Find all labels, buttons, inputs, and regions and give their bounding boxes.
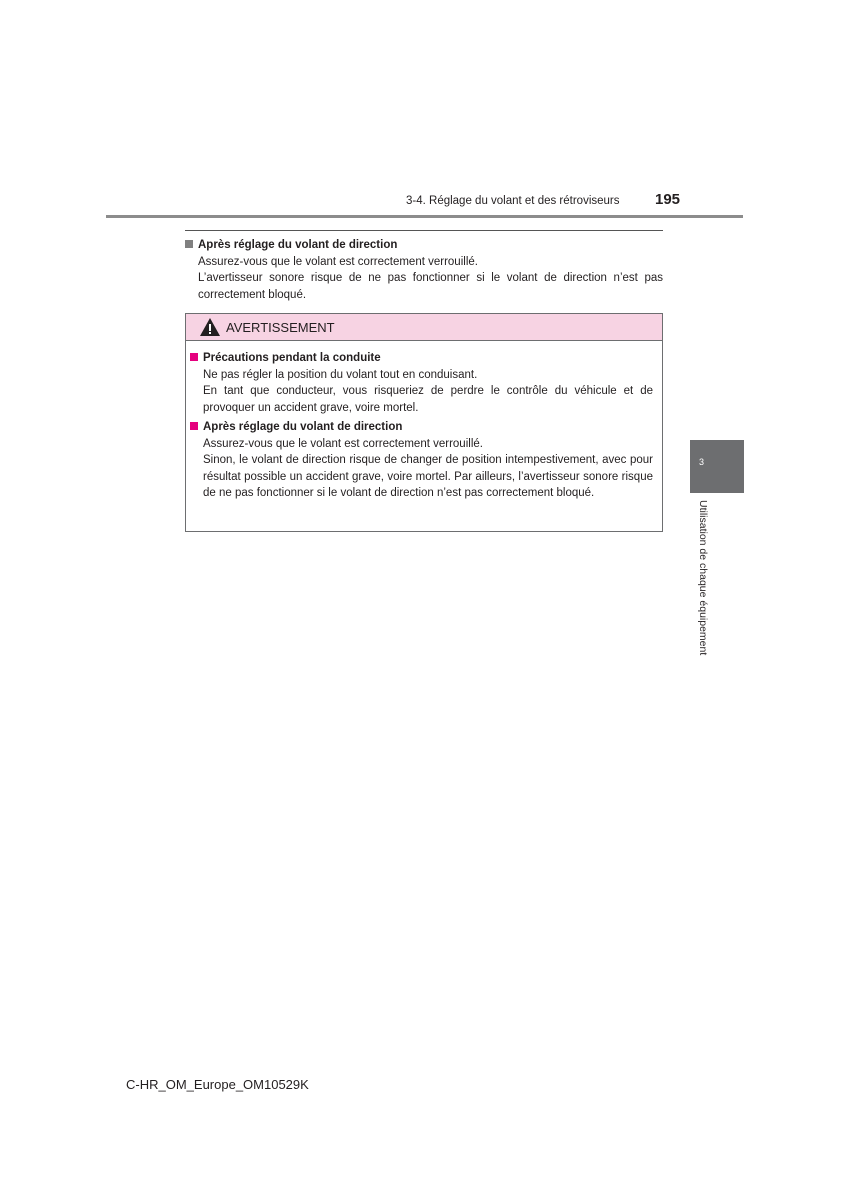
chapter-tab-number: 3 <box>699 457 705 467</box>
warning-item-heading-text: Après réglage du volant de direction <box>203 421 403 433</box>
warning-header <box>186 314 662 341</box>
warning-item-line-1: Assurez-vous que le volant est correctement verrouillé. <box>203 437 483 450</box>
warning-content <box>186 341 662 502</box>
warning-box <box>185 313 663 532</box>
steering-adjustment-section <box>185 237 663 303</box>
warning-item-line-2: En tant que conducteur, vous risqueriez de perdre le contrôle du véhicule et de provoquer un accident grave, voire mortel. <box>203 385 653 414</box>
warning-item-heading <box>190 350 653 367</box>
warning-item-heading-text: Précautions pendant la conduite <box>203 352 381 364</box>
warning-item <box>190 419 653 502</box>
section-heading-text: Après réglage du volant de direction <box>198 239 398 251</box>
header-section-title: 3-4. Réglage du volant et des rétroviseurs <box>406 195 620 207</box>
square-bullet-icon <box>185 240 193 248</box>
warning-item-line-1: Ne pas régler la position du volant tout en conduisant. <box>203 368 478 381</box>
section-line-2: L’avertisseur sonore risque de ne pas fonctionner si le volant de direction n’est pas correctement bloqué. <box>198 272 663 301</box>
page-number: 195 <box>655 191 681 208</box>
warning-title: AVERTISSEMENT <box>226 319 335 335</box>
chapter-label: Utilisation de chaque équipement <box>697 500 709 656</box>
content-divider <box>185 230 663 231</box>
section-line-1: Assurez-vous que le volant est correctement verrouillé. <box>198 255 478 268</box>
section-heading <box>185 237 663 254</box>
warning-triangle-icon <box>199 317 221 337</box>
square-bullet-icon <box>190 353 198 361</box>
header-divider <box>106 215 743 218</box>
chapter-tab <box>690 440 744 493</box>
warning-item-line-2: Sinon, le volant de direction risque de changer de position intempestivement, avec pour résultat possible un accident grave, voire mortel. Par ailleurs, l’avertisseur sonore risque de ne pas fonctionner si le volant de direction n’est pas correctement bloqué. <box>203 454 653 499</box>
document-code: C-HR_OM_Europe_OM10529K <box>126 1077 309 1092</box>
warning-item-heading <box>190 419 653 436</box>
warning-item <box>190 350 653 416</box>
square-bullet-icon <box>190 422 198 430</box>
